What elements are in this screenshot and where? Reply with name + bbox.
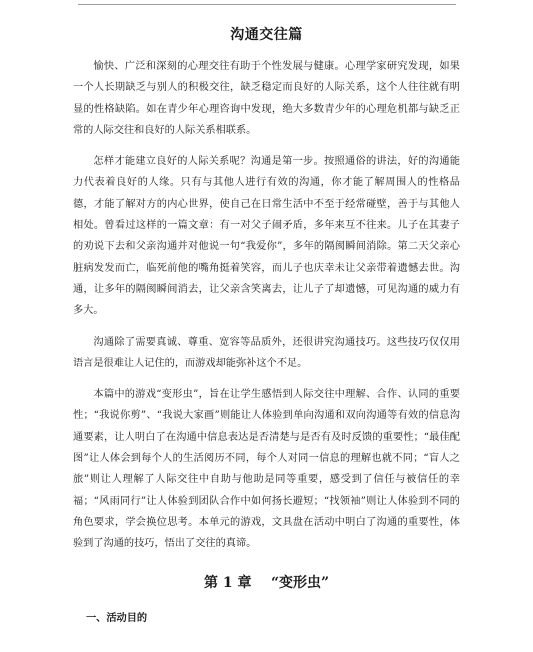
- header-divider: [78, 4, 456, 5]
- page-title: 沟通交往篇: [230, 27, 303, 43]
- chapter-heading: 第 1 章 “变形虫”: [203, 575, 330, 591]
- paragraph: 愉快、广泛和深刻的心理交往有助于个性发展与健康。心理学家研究发现，如果一个人长期缺乏与别人的积极交往，缺乏稳定而良好的人际关系，这个人往往就有明显的性格缺陷。如在青少年心理咨询中发现，绝大多数青少年的心理危机都与缺乏正常的人际交往和良好的人际关系相联系。: [73, 61, 460, 136]
- section-heading: 一、活动目的: [86, 612, 148, 624]
- paragraph: 怎样才能建立良好的人际关系呢？沟通是第一步。按照通俗的讲法，好的沟通能力代表着良好的人缘。只有与其他人进行有效的沟通，你才能了解周围人的性格品德，才能了解对方的内心世界，使自己在日常生活中不至于经常碰壁，善于与其他人相处。曾看过这样的一篇文章：有一对父子闹矛盾，多年来互不往来。儿子在其妻子的劝说下去和父亲沟通并对他说一句“我爱你”，多年的隔阂瞬间消除。第二天父亲心脏病发发而亡，临死前他的嘴角挺着笑容，而儿子也庆幸未让父亲带着遗憾去世。沟通，让多年的隔阂瞬间消去，让父亲含笑离去，让儿子了却遗憾，可见沟通的威力有多大。: [73, 156, 460, 317]
- paragraph: 本篇中的游戏“变形虫”，旨在让学生感悟到人际交往中理解、合作、认同的重要性；“我说你剪”、“我说大家画”则能让人体验到单向沟通和双向沟通等有效的信息沟通要素，让人明白了在沟通中信息表达是否清楚与是否有及时反馈的重要性；“最佳配图”让人体会到每个人的生活阅历不同，每个人对同一信息的理解也就不同；“盲人之旅”则让人理解了人际交往中自助与他助是同等重要，感受到了信任与被信任的幸福；“风雨同行”让人体验到团队合作中如何扬长避短；“找领袖”则让人体验到不同的角色要求，学会换位思考。本单元的游戏，文具盘在活动中明白了沟通的重要性，体验到了沟通的技巧，悟出了交往的真谛。: [73, 389, 460, 550]
- body-text: [73, 56, 460, 565]
- paragraph: 沟通除了需要真诚、尊重、宽容等品质外，还很讲究沟通技巧。这些技巧仅仅用语言是很难让人记住的，而游戏却能弥补这个不足。: [73, 336, 460, 369]
